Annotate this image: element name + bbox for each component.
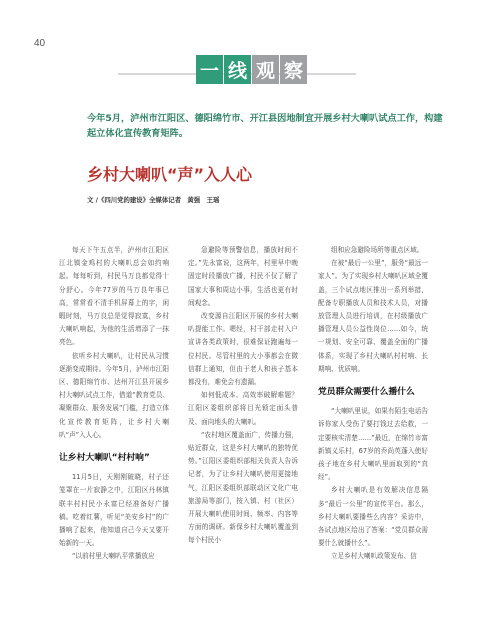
paragraph: 改变源自江阳区开展的乡村大喇叭提能工作。嗯经，村干部走村入户宣讲各类政策时，很难保证跑遍每一位村民。尽管村里的大小事都会在微信群上通知，但由于老人和孩子基本都没有，难免会有遗漏。 — [188, 312, 298, 387]
section-heading: 党员群众需要什么播什么 — [318, 387, 415, 398]
text-column-2 — [188, 244, 298, 548]
paragraph: 急避险等预警信息，播放时间不定。”先永富说，这两年，村里早中晚固定时段播放广播，村民不仅了解了国家大事和周边小事，生活也更有时间观念。 — [188, 246, 298, 307]
byline: 文 /《四川党的建设》全媒体记者 黄强 王瑶 — [87, 196, 220, 204]
column-banner-char: 一 — [196, 55, 223, 84]
paragraph: 乡村大喇叭是有效解决信息隔多“最后一公里”的宣传平台。那么，乡村大喇叭要播些么内容？采访中，各试点地区给出了答案：“党员群众需要什么就播什么”。 — [318, 486, 428, 548]
paragraph: 11月5日，天刚刚破晓，村子还笼罩在一片寂静之中，江阳区丹林镇联丰村村民小永富已经准备好广播稿。吃着红薯，听见“美安乡村”的广播响了起来，他知道自己今天又要开始新的一天。 — [59, 473, 169, 548]
column-banner — [196, 55, 308, 84]
column-banner-char: 线 — [224, 55, 251, 84]
paragraph: “大喇叭里说，如果有陌生电话告诉你家人受伤了要打钱过去给救，一定要核实清楚……”最近，在绵竹市富新镇义乐村，67岁的乔尚英蓬入使好孩子地在乡村大喇叭里面取到的“真经”。 — [318, 407, 428, 482]
paragraph: 每天下午五点半，泸州市江阳区江北镇金鸡村的大喇叭总会如约响起。每每听到，村民马万良都觉得十分舒心。今年77岁的马万良年事已高，常常看不清手机屏幕上的字，闲暇时刻，马万良总是觉得寂寞，乡村大喇叭响起，为他的生活增添了一抹亮色。 — [59, 246, 169, 347]
column-banner-char: 观 — [252, 55, 279, 84]
page-number: 40 — [34, 38, 46, 49]
text-column-3 — [318, 244, 428, 564]
article-title: 乡村大喇叭“声”入人心 — [87, 165, 253, 184]
intro-summary: 今年5月，泸州市江阳区、德阳绵竹市、开江县因地制宜开展乡村大喇叭试点工作，构建起立体化宣传教育矩阵。 — [87, 113, 443, 139]
paragraph: 立足乡村大喇叭政策发布、信 — [331, 552, 417, 561]
column-banner-char: 察 — [280, 55, 307, 84]
paragraph: 依听乡村大喇叭，让村民从习惯逐渐变成期待。今年5月，泸州市江阳区、德阳绵竹市、达州开江县开展乡村大喇叭试点工作，借道“教育党员、凝聚群众、服务发展”门槛，打造立体化宣传教育矩阵，让乡村大喇叭“声”入人心。 — [59, 351, 169, 439]
paragraph: 组和应急避险场所等重点区域。 — [331, 246, 424, 254]
text-column-1 — [59, 244, 169, 564]
paragraph: 在被“最后一公里”，服务“最远一家人”。为了实现乡村大喇叭区域全覆盖，三个试点地区推出一系列举措，配备专职播放人员和技术人员，对播放管理人员进行培训，在村级播放广播管理人员公益性岗位……如今，统一规划、安全可靠、覆盖全面的广播体系，实现了乡村大喇叭村村响、长期响、优质响。 — [318, 259, 428, 373]
paragraph: “农村地区覆盖面广，传播力强，贴近群众，这是乡村大喇叭的独特优势。”江阳区委组织部相关负责人告诉记者，为了让乡村大喇叭使用更接地气，江阳区委组织部联动区文化广电旅游局等部门，按入镇、村（社区）开展大喇叭使用时间、频率、内容等方面的调研。新保乡村大喇叭覆盖到每个村民小 — [188, 430, 298, 545]
paragraph: 如何低成本、高效率破解难题？江阳区委组织部将目光锁定面头普及、面向地头的大喇叭。 — [188, 391, 298, 426]
section-heading: 让乡村大喇叭“村村响” — [59, 453, 150, 464]
paragraph: “以前村里大喇叭平常播放应 — [72, 552, 155, 561]
